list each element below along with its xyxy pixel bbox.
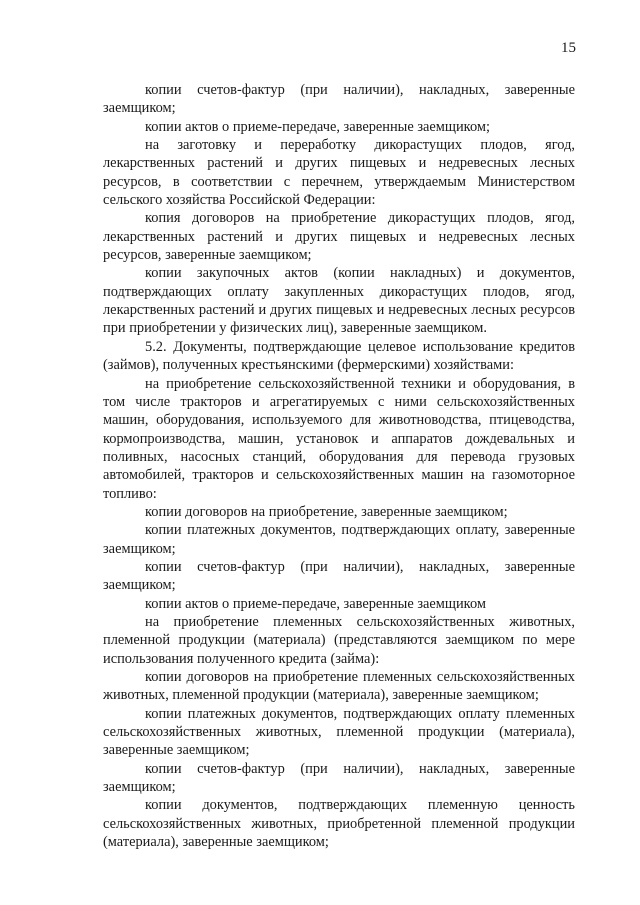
paragraph: на заготовку и переработку дикорастущих плодов, ягод, лекарственных растений и других пищевых и недревесных лесных ресурсов, в соответствии с перечнем, утверждаемым Министерством сельского хозяйства Российской Федерации:: [103, 137, 575, 209]
paragraph: на приобретение племенных сельскохозяйственных животных, племенной продукции (материала) (представляются заемщиком по мере использования полученного кредита (займа):: [103, 613, 575, 667]
paragraph: на приобретение сельскохозяйственной техники и оборудования, в том числе тракторов и агрегатируемых с ними сельскохозяйственных машин, оборудования, используемого для животноводства, птицеводства, кормопроизводства, машин, установок и аппаратов дождевальных и поливных, насосных станций, оборудования для перевода грузовых автомобилей, тракторов и сельскохозяйственных машин на газомоторное топливо:: [103, 375, 575, 502]
section-heading-5-2: 5.2. Документы, подтверждающие целевое использование кредитов (займов), полученных крестьянскими (фермерскими) хозяйствами:: [103, 338, 575, 374]
paragraph: копии платежных документов, подтверждающих оплату, заверенные заемщиком;: [103, 522, 575, 557]
paragraph: копии актов о приеме-передаче, заверенные заемщиком;: [145, 118, 490, 135]
paragraph: копии счетов-фактур (при наличии), накладных, заверенные заемщиком;: [103, 558, 575, 594]
paragraph: копии закупочных актов (копии накладных) и документов, подтверждающих оплату закупленных дикорастущих плодов, ягод, лекарственных растений и других пищевых и недревесных лесных ресурсов при приобретении у физических лиц), заверенные заемщиком.: [103, 265, 575, 337]
paragraph: копии счетов-фактур (при наличии), накладных, заверенные заемщиком;: [103, 760, 575, 796]
paragraph: копии счетов-фактур (при наличии), накладных, заверенные заемщиком;: [103, 82, 575, 117]
paragraph: копии платежных документов, подтверждающих оплату племенных сельскохозяйственных животных, племенной продукции (материала), заверенные заемщиком;: [103, 705, 575, 759]
paragraph: копии документов, подтверждающих племенную ценность сельскохозяйственных животных, приобретенной племенной продукции (материала), заверенные заемщиком;: [103, 797, 575, 851]
page-number: 15: [561, 40, 576, 56]
paragraph: копия договоров на приобретение дикорастущих плодов, ягод, лекарственных растений и других пищевых и недревесных лесных ресурсов, заверенные заемщиком;: [103, 210, 575, 264]
paragraph: копии актов о приеме-передаче, заверенные заемщиком: [145, 595, 486, 612]
paragraph: копии договоров на приобретение племенных сельскохозяйственных животных, племенной продукции (материала), заверенные заемщиком;: [103, 669, 575, 704]
document-body: [103, 81, 575, 851]
paragraph: копии договоров на приобретение, заверенные заемщиком;: [145, 503, 508, 520]
